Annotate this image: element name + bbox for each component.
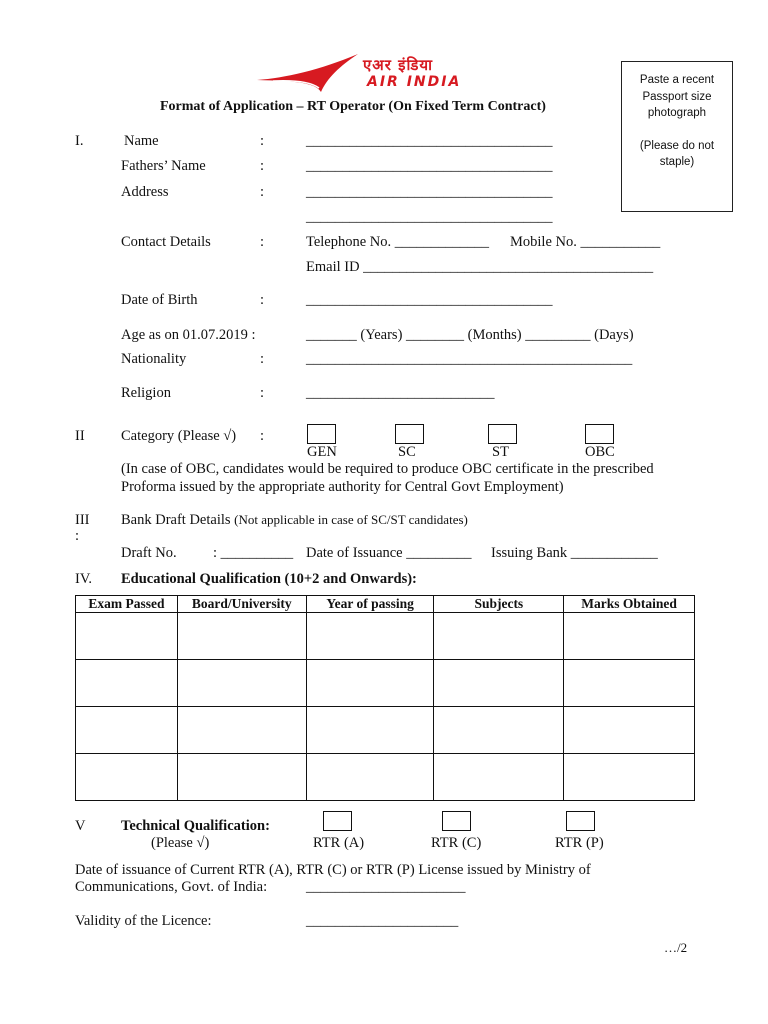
option-rtr-p-label: RTR (P) bbox=[555, 835, 604, 851]
section1-number: I. bbox=[75, 133, 84, 149]
option-sc-label: SC bbox=[398, 444, 416, 460]
table-cell[interactable] bbox=[434, 660, 564, 707]
photo-box-line2: Passport size bbox=[642, 90, 712, 103]
religion-field[interactable]: __________________________ bbox=[306, 385, 495, 401]
table-cell[interactable] bbox=[177, 660, 306, 707]
section5-number: V bbox=[75, 818, 86, 834]
table-cell[interactable] bbox=[434, 613, 564, 660]
table-cell[interactable] bbox=[76, 660, 178, 707]
table-row bbox=[76, 754, 695, 801]
obc-note-line2: Proforma issued by the appropriate authority for Central Govt Employment) bbox=[121, 479, 564, 495]
name-field[interactable]: __________________________________ bbox=[306, 133, 553, 149]
section4-number: IV. bbox=[75, 571, 93, 587]
issuing-bank-field[interactable]: Issuing Bank ____________ bbox=[491, 545, 658, 561]
air-india-logo bbox=[255, 52, 490, 94]
validity-field[interactable]: _____________________ bbox=[306, 913, 459, 929]
column-header-board-university: Board/University bbox=[177, 596, 306, 613]
column-header-subjects: Subjects bbox=[434, 596, 564, 613]
section3-number-colon: : bbox=[75, 528, 80, 544]
license-issuance-field[interactable]: ______________________ bbox=[306, 879, 466, 895]
nationality-colon: : bbox=[260, 351, 265, 367]
dob-label: Date of Birth bbox=[121, 292, 198, 308]
table-row bbox=[76, 660, 695, 707]
validity-label: Validity of the Licence: bbox=[75, 913, 212, 929]
name-colon: : bbox=[260, 133, 265, 149]
age-label: Age as on 01.07.2019 : bbox=[121, 327, 256, 343]
page-title: Format of Application – RT Operator (On Fixed Term Contract) bbox=[160, 99, 546, 114]
technical-qualification-label: Technical Qualification: bbox=[121, 818, 270, 834]
bank-draft-title: Bank Draft Details bbox=[121, 512, 231, 528]
table-cell[interactable] bbox=[177, 707, 306, 754]
option-rtr-a-label: RTR (A) bbox=[313, 835, 365, 851]
table-cell[interactable] bbox=[76, 613, 178, 660]
draft-no-field[interactable]: : __________ bbox=[213, 545, 294, 561]
table-cell[interactable] bbox=[564, 613, 695, 660]
nationality-field[interactable]: _____________________________________________ bbox=[306, 351, 633, 367]
option-obc-label: OBC bbox=[585, 444, 615, 460]
education-table bbox=[75, 595, 695, 801]
fathers-name-colon: : bbox=[260, 158, 265, 174]
nationality-label: Nationality bbox=[121, 351, 187, 367]
table-cell[interactable] bbox=[564, 660, 695, 707]
mobile-field[interactable]: Mobile No. ___________ bbox=[510, 234, 661, 250]
dob-field[interactable]: __________________________________ bbox=[306, 292, 553, 308]
checkbox-obc[interactable] bbox=[585, 424, 614, 444]
table-row bbox=[76, 707, 695, 754]
religion-colon: : bbox=[260, 385, 265, 401]
option-st-label: ST bbox=[492, 444, 509, 460]
technical-please-tick: (Please √) bbox=[151, 835, 210, 851]
age-field[interactable]: _______ (Years) ________ (Months) _________ (Days) bbox=[306, 327, 634, 343]
telephone-field[interactable]: Telephone No. _____________ bbox=[306, 234, 490, 250]
fathers-name-field[interactable]: __________________________________ bbox=[306, 158, 553, 174]
checkbox-st[interactable] bbox=[488, 424, 517, 444]
checkbox-rtr-p[interactable] bbox=[566, 811, 595, 831]
photo-box bbox=[621, 61, 733, 212]
fathers-name-label: Fathers’ Name bbox=[121, 158, 206, 174]
license-issuance-line2: Communications, Govt. of India: bbox=[75, 879, 268, 895]
column-header-exam-passed: Exam Passed bbox=[76, 596, 178, 613]
address-field-line1[interactable]: __________________________________ bbox=[306, 184, 553, 200]
column-header-year-of-passing: Year of passing bbox=[306, 596, 434, 613]
checkbox-rtr-c[interactable] bbox=[442, 811, 471, 831]
table-cell[interactable] bbox=[306, 613, 434, 660]
education-label: Educational Qualification (10+2 and Onwards): bbox=[121, 571, 417, 587]
table-cell[interactable] bbox=[306, 707, 434, 754]
section3-number: III bbox=[75, 512, 90, 528]
table-cell[interactable] bbox=[434, 754, 564, 801]
contact-details-label: Contact Details bbox=[121, 234, 211, 250]
table-cell[interactable] bbox=[76, 707, 178, 754]
section2-number: II bbox=[75, 428, 85, 444]
photo-box-line5: staple) bbox=[659, 156, 695, 168]
contact-colon: : bbox=[260, 234, 265, 250]
email-field[interactable]: Email ID ________________________________________ bbox=[306, 259, 654, 275]
date-of-issuance-field[interactable]: Date of Issuance _________ bbox=[306, 545, 472, 561]
religion-label: Religion bbox=[121, 385, 171, 401]
name-label: Name bbox=[124, 133, 159, 149]
table-cell[interactable] bbox=[434, 707, 564, 754]
option-rtr-c-label: RTR (C) bbox=[431, 835, 482, 851]
photo-box-line4: (Please do not bbox=[639, 139, 715, 152]
draft-no-label: Draft No. bbox=[121, 545, 177, 561]
column-header-marks-obtained: Marks Obtained bbox=[564, 596, 695, 613]
checkbox-sc[interactable] bbox=[395, 424, 424, 444]
address-field-line2[interactable]: __________________________________ bbox=[306, 209, 553, 225]
table-cell[interactable] bbox=[177, 613, 306, 660]
logo-devanagari-text: एअर इंडिया bbox=[363, 56, 433, 74]
obc-note-line1: (In case of OBC, candidates would be required to produce OBC certificate in the prescribed bbox=[121, 461, 654, 477]
bank-draft-label bbox=[121, 512, 468, 529]
bank-draft-note: (Not applicable in case of SC/ST candidates) bbox=[234, 512, 468, 527]
checkbox-rtr-a[interactable] bbox=[323, 811, 352, 831]
table-cell[interactable] bbox=[306, 660, 434, 707]
address-label: Address bbox=[121, 184, 169, 200]
license-issuance-line1: Date of issuance of Current RTR (A), RTR (C) or RTR (P) License issued by Ministry of bbox=[75, 862, 591, 878]
option-gen-label: GEN bbox=[307, 444, 337, 460]
category-colon: : bbox=[260, 428, 265, 444]
checkbox-gen[interactable] bbox=[307, 424, 336, 444]
category-label: Category (Please √) bbox=[121, 428, 237, 444]
logo-latin-text: AIR INDIA bbox=[367, 74, 462, 90]
address-colon: : bbox=[260, 184, 265, 200]
photo-box-line3: photograph bbox=[647, 107, 707, 119]
page-continuation-marker: …/2 bbox=[664, 940, 688, 955]
dob-colon: : bbox=[260, 292, 265, 308]
table-cell[interactable] bbox=[306, 754, 434, 801]
table-cell[interactable] bbox=[177, 754, 306, 801]
table-cell[interactable] bbox=[76, 754, 178, 801]
photo-box-line1: Paste a recent bbox=[639, 74, 715, 86]
table-cell[interactable] bbox=[564, 754, 695, 801]
table-row bbox=[76, 613, 695, 660]
table-cell[interactable] bbox=[564, 707, 695, 754]
